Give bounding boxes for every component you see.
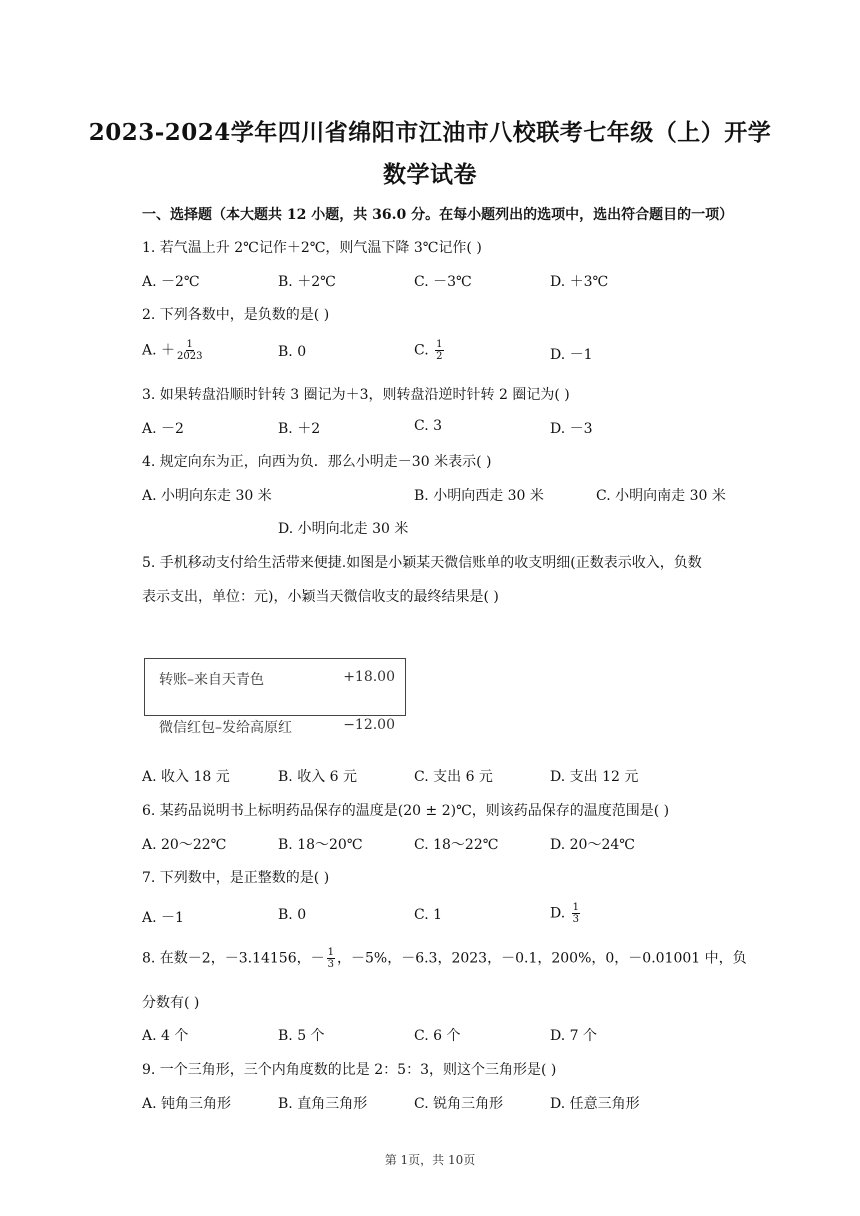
q8-stem-pre: 8. 在数－2，－3.14156，－	[142, 950, 325, 967]
question-8-stem-line1	[142, 947, 747, 970]
fraction-denominator: 2	[436, 351, 443, 362]
question-4-stem: 4. 规定向东为正，向西为负．那么小明走－30 米表示( )	[142, 454, 492, 470]
q6-option-a: A. 20～22℃	[142, 837, 227, 853]
q3-option-b: B. ＋2	[278, 421, 321, 437]
q2-option-c-prefix: C.	[414, 342, 434, 359]
q1-option-b: B. ＋2℃	[278, 274, 336, 290]
fraction-denominator: 3	[572, 914, 580, 925]
q9-option-a: A. 钝角三角形	[142, 1096, 232, 1112]
q3-option-a: A. －2	[142, 421, 184, 437]
q8-option-c: C. 6 个	[414, 1028, 461, 1044]
q7-option-a: A. －1	[142, 910, 184, 926]
question-3-stem: 3. 如果转盘沿顺时针转 3 圈记为＋3，则转盘沿逆时针转 2 圈记为( )	[142, 387, 570, 403]
question-5-stem-line2: 表示支出，单位：元)，小颖当天微信收支的最终结果是( )	[142, 589, 499, 605]
q2-option-c	[414, 339, 446, 362]
q6-option-d: D. 20～24℃	[550, 837, 635, 853]
q1-option-a: A. －2℃	[142, 274, 200, 290]
page-footer: 第 1页，共 10页	[384, 1153, 476, 1167]
q7-option-d-prefix: D.	[550, 905, 570, 922]
q5-option-a: A. 收入 18 元	[142, 769, 230, 785]
q7-option-b: B. 0	[278, 907, 307, 923]
paper-title-line2: 数学试卷	[383, 161, 477, 188]
q4-option-c: C. 小明向南走 30 米	[596, 488, 726, 504]
q4-option-a: A. 小明向东走 30 米	[142, 488, 272, 504]
q7-option-d	[550, 902, 582, 925]
q2-option-c-fraction	[435, 339, 443, 362]
fraction-numerator: 1	[186, 339, 193, 350]
q9-option-b: B. 直角三角形	[278, 1096, 368, 1112]
q5-option-d: D. 支出 12 元	[550, 769, 639, 785]
bill-row-label: 微信红包–发给高原红	[159, 720, 292, 736]
fraction-numerator: 1	[572, 902, 580, 913]
bill-row-amount: +18.00	[343, 669, 395, 685]
q8-stem-fraction	[327, 947, 335, 970]
q2-option-a-fraction	[177, 339, 202, 362]
q1-option-c: C. －3℃	[414, 274, 472, 290]
q8-stem-post: ，－5%，－6.3，2023，－0.1，200%，0，－0.01001 中，负	[336, 950, 747, 967]
q8-option-d: D. 7 个	[550, 1028, 597, 1044]
q7-option-c: C. 1	[414, 907, 443, 923]
fraction-numerator: 1	[436, 339, 443, 350]
q2-option-d: D. －1	[550, 347, 593, 363]
q6-option-b: B. 18～20℃	[278, 837, 363, 853]
question-2-stem: 2. 下列各数中，是负数的是( )	[142, 307, 330, 323]
bill-row-amount: −12.00	[343, 717, 395, 733]
q7-option-d-fraction	[572, 902, 580, 925]
paper-title-line1: 2023-2024学年四川省绵阳市江油市八校联考七年级（上）开学	[88, 119, 772, 146]
q6-option-c: C. 18～22℃	[414, 837, 499, 853]
q2-option-a	[142, 339, 204, 362]
fraction-numerator: 1	[327, 947, 334, 958]
q2-option-b: B. 0	[278, 344, 307, 360]
question-6-stem: 6. 某药品说明书上标明药品保存的温度是(20 ± 2)℃，则该药品保存的温度范围是( )	[142, 803, 670, 819]
q1-option-d: D. ＋3℃	[550, 274, 609, 290]
q8-option-a: A. 4 个	[142, 1028, 189, 1044]
question-8-stem-line2: 分数有( )	[142, 995, 200, 1011]
q3-option-d: D. －3	[550, 421, 593, 437]
question-9-stem: 9. 一个三角形，三个内角度数的比是 2：5：3，则这个三角形是( )	[142, 1062, 557, 1078]
q5-option-c: C. 支出 6 元	[414, 769, 493, 785]
q4-option-d: D. 小明向北走 30 米	[278, 521, 409, 537]
q9-option-d: D. 任意三角形	[550, 1096, 640, 1112]
wechat-bill-figure	[144, 658, 406, 736]
question-1-stem: 1. 若气温上升 2℃记作＋2℃，则气温下降 3℃记作( )	[142, 240, 482, 256]
q2-option-a-prefix: A. ＋	[142, 342, 176, 359]
q5-option-b: B. 收入 6 元	[278, 769, 357, 785]
bill-row-label: 转账–来自天青色	[159, 672, 264, 688]
q8-option-b: B. 5 个	[278, 1028, 325, 1044]
question-7-stem: 7. 下列数中，是正整数的是( )	[142, 870, 330, 886]
q3-option-c: C. 3	[414, 418, 443, 434]
fraction-denominator: 3	[327, 959, 334, 970]
q9-option-c: C. 锐角三角形	[414, 1096, 504, 1112]
section-heading: 一、选择题（本大题共 12 小题，共 36.0 分。在每小题列出的选项中，选出符合题目的一项）	[142, 207, 734, 223]
fraction-denominator: 2023	[177, 351, 203, 362]
bill-row	[159, 669, 395, 689]
q4-option-b: B. 小明向西走 30 米	[414, 488, 544, 504]
question-5-stem-line1: 5. 手机移动支付给生活带来便捷.如图是小颖某天微信账单的收支明细(正数表示收入，负数	[142, 555, 702, 571]
bill-row	[159, 717, 395, 737]
